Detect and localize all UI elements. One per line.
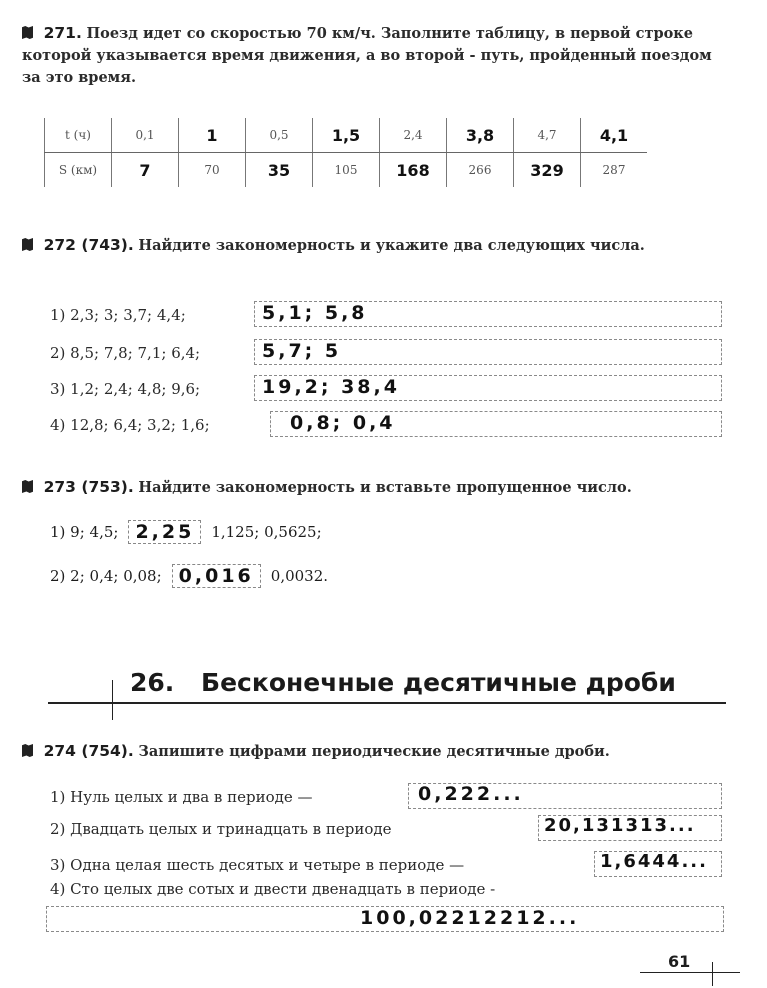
page-rule [640,972,740,973]
table-cell: 266 [447,153,514,188]
handwritten-answer: 5,1; 5,8 [262,302,368,324]
task-number: 273 (753). [43,478,134,496]
task-marker-icon [22,744,33,757]
handwritten-answer: 5,7; 5 [262,340,342,362]
sequence-start: 2) 2; 0,4; 0,08; [50,567,162,585]
task-marker-icon [22,480,33,493]
section-title: Бесконечные десятичные дроби [201,668,676,697]
table-cell: 35 [246,153,313,188]
table-cell: 0,5 [246,118,313,153]
table-cell: 1,5 [313,118,380,153]
task-text: Найдите закономерность и вставьте пропущенное число. [138,479,632,496]
task-text: Найдите закономерность и укажите два следующих числа. [138,237,645,254]
table-cell: 287 [581,153,648,188]
table-cell: 168 [380,153,447,188]
divider [712,962,713,986]
list-item-label: 2) 8,5; 7,8; 7,1; 6,4; [50,344,201,362]
task-number: 272 (743). [43,236,134,254]
list-item-label: 2) Двадцать целых и тринадцать в периоде [50,820,392,838]
list-item-label: 1) Нуль целых и два в периоде — [50,788,313,806]
list-item-label: 1) 2,3; 3; 3,7; 4,4; [50,306,186,324]
table-cell: 105 [313,153,380,188]
task-274 [22,740,722,763]
page-number: 61 [668,952,691,971]
task-marker-icon [22,26,33,39]
handwritten-answer: 2,25 [128,520,201,544]
table-cell: 4,7 [514,118,581,153]
handwritten-answer: 0,222... [418,783,524,805]
table-cell: 3,8 [447,118,514,153]
sequence-start: 1) 9; 4,5; [50,523,119,541]
handwritten-answer: 1,6444... [600,851,708,872]
divider [112,680,113,720]
sequence-end: 0,0032. [270,567,329,585]
table-cell: 70 [179,153,246,188]
table-cell: 2,4 [380,118,447,153]
section-number: 26. [130,668,175,697]
speed-table [44,118,647,187]
task-marker-icon [22,238,33,251]
task-number: 274 (754). [43,742,134,760]
task-text: Запишите цифрами периодические десятичные дроби. [138,743,610,760]
handwritten-answer: 100,02212212... [360,907,580,929]
table-row-distance [45,153,648,188]
table-cell: 7 [112,153,179,188]
sequence-end: 1,125; 0,5625; [211,523,322,541]
table-cell: 0,1 [112,118,179,153]
list-item-label: 3) Одна целая шесть десятых и четыре в периоде — [50,856,465,874]
task-text: Поезд идет со скоростью 70 км/ч. Заполните таблицу, в первой строке которой указывается время движения, а во второй - путь, пройденный поездом за это время. [22,25,712,86]
handwritten-answer: 19,2; 38,4 [262,376,400,398]
list-item [50,564,328,588]
table-cell: 1 [179,118,246,153]
handwritten-answer: 0,016 [172,564,261,588]
task-272 [22,234,722,257]
list-item [50,520,322,544]
list-item-label: 4) 12,8; 6,4; 3,2; 1,6; [50,416,210,434]
task-271 [22,22,722,89]
task-number: 271. [43,24,82,42]
list-item-label: 3) 1,2; 2,4; 4,8; 9,6; [50,380,201,398]
section-heading [130,668,676,697]
table-header-cell: t (ч) [45,118,112,153]
table-cell: 4,1 [581,118,648,153]
table-row-time [45,118,648,153]
handwritten-answer: 0,8; 0,4 [290,412,396,434]
list-item-label: 4) Сто целых две сотых и двести двенадцать в периоде - [50,880,496,898]
task-273 [22,476,722,499]
table-header-cell: S (км) [45,153,112,188]
heading-rule [48,702,726,704]
handwritten-answer: 20,131313... [544,815,696,836]
table-cell: 329 [514,153,581,188]
